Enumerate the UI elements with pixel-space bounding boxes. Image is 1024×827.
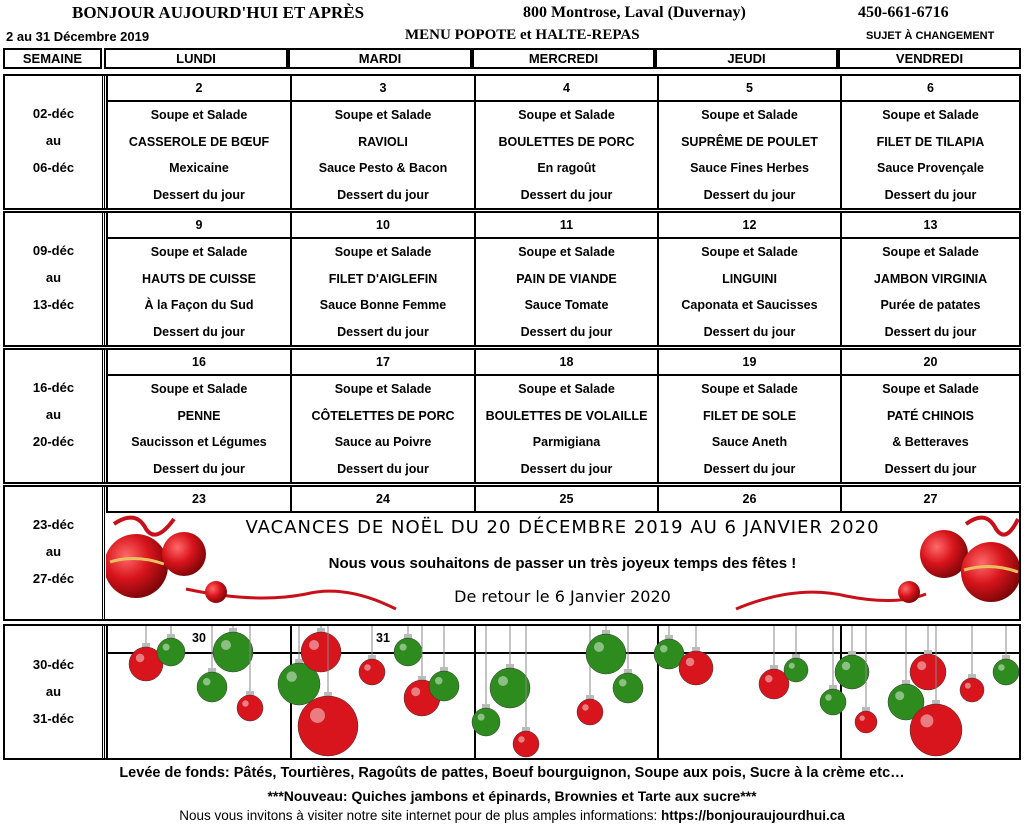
day-cell (106, 213, 290, 345)
website-text: Nous vous invitons à visiter notre site internet pour de plus amples informations: (179, 808, 661, 823)
dish-side: Sauce au Poivre (334, 435, 432, 449)
dessert: Dessert du jour (520, 187, 613, 202)
main-dish: FILET D'AIGLEFIN (328, 271, 438, 286)
day-cell (474, 350, 657, 482)
day-number: 26 (659, 487, 840, 513)
day-number: 30 (192, 631, 206, 645)
main-dish: LINGUINI (722, 271, 777, 286)
week-label (5, 76, 105, 208)
day-number: 31 (376, 631, 390, 645)
fundraiser-line: Levée de fonds: Pâtés, Tourtières, Ragoûts de pattes, Boeuf bourguignon, Soupe aux pois, Sucre à la crème etc… (119, 765, 905, 781)
day-cell (106, 350, 290, 482)
main-dish: SUPRÊME DE POULET (681, 134, 818, 149)
column-header-friday: VENDREDI (838, 48, 1021, 69)
day-number: 23 (108, 487, 290, 513)
soup-salade: Soupe et Salade (882, 382, 979, 396)
dessert: Dessert du jour (520, 461, 613, 476)
new-items-line: ***Nouveau: Quiches jambons et épinards, Brownies et Tarte aux sucre*** (267, 788, 757, 804)
week-au: au (45, 133, 62, 148)
dish-side: Sauce Aneth (711, 435, 788, 449)
week-end: 13-déc (32, 297, 75, 312)
dish-side: En ragoût (537, 161, 596, 175)
week-block (3, 348, 1021, 484)
week-au: au (45, 270, 62, 285)
main-dish: PENNE (177, 408, 221, 423)
dish-side: Saucisson et Légumes (131, 435, 267, 449)
dish-side: Caponata et Saucisses (681, 298, 818, 312)
column-header-monday: LUNDI (104, 48, 288, 69)
week-end: 06-déc (32, 160, 75, 175)
holiday-banner (106, 514, 1019, 614)
soup-salade: Soupe et Salade (334, 382, 432, 396)
day-number: 20 (842, 350, 1019, 376)
day-number: 13 (842, 213, 1019, 239)
column-header-wednesday: MERCREDI (472, 48, 655, 69)
day-cell (657, 350, 840, 482)
day-number: 25 (476, 487, 657, 513)
dessert: Dessert du jour (337, 187, 429, 202)
day-cell (474, 76, 657, 208)
dessert: Dessert du jour (337, 324, 429, 339)
phone-number: 450-661-6716 (858, 4, 949, 21)
week-label (5, 350, 105, 482)
main-dish: PAIN DE VIANDE (516, 271, 617, 286)
dessert: Dessert du jour (337, 461, 429, 476)
week-start: 02-déc (32, 106, 75, 121)
week-au: au (45, 407, 62, 422)
website-line (0, 808, 1024, 823)
holiday-wishes: Nous vous souhaitons de passer un très joyeux temps des fêtes ! (328, 555, 797, 572)
week-start: 30-déc (32, 657, 75, 672)
menu-period: 2 au 31 Décembre 2019 (6, 29, 150, 44)
day-cell (290, 76, 474, 208)
main-dish: CÔTELETTES DE PORC (311, 408, 455, 423)
soup-salade: Soupe et Salade (150, 245, 248, 259)
column-header-week: SEMAINE (3, 48, 102, 69)
last-week-block (3, 624, 1021, 760)
week-start: 23-déc (32, 517, 75, 532)
day-cell (840, 76, 1019, 208)
soup-salade: Soupe et Salade (518, 245, 615, 259)
holiday-title: VACANCES DE NOËL DU 20 DÉCEMBRE 2019 AU 6 JANVIER 2020 (245, 517, 880, 538)
day-number: 27 (842, 487, 1019, 513)
day-cell (657, 213, 840, 345)
day-number: 11 (476, 213, 657, 239)
day-number: 10 (292, 213, 474, 239)
column-header-tuesday: MARDI (288, 48, 472, 69)
week-label (5, 487, 105, 619)
menu-subtitle: MENU POPOTE et HALTE-REPAS (405, 27, 640, 43)
main-dish: FILET DE TILAPIA (876, 134, 985, 149)
day-cell (657, 76, 840, 208)
week-block (3, 211, 1021, 347)
dish-side: Sauce Bonne Femme (319, 298, 447, 312)
soup-salade: Soupe et Salade (701, 382, 798, 396)
day-number: 12 (659, 213, 840, 239)
day-number: 18 (476, 350, 657, 376)
week-au: au (45, 544, 62, 559)
holiday-week-block (3, 485, 1021, 621)
week-end: 31-déc (32, 711, 75, 726)
main-dish: FILET DE SOLE (702, 408, 797, 423)
soup-salade: Soupe et Salade (882, 245, 979, 259)
dish-side: Mexicaine (169, 161, 229, 175)
dessert: Dessert du jour (153, 461, 245, 476)
main-dish: RAVIOLI (358, 134, 408, 149)
soup-salade: Soupe et Salade (518, 108, 615, 122)
dessert: Dessert du jour (703, 461, 796, 476)
soup-salade: Soupe et Salade (334, 245, 432, 259)
page-title: BONJOUR AUJOURD'HUI ET APRÈS (72, 3, 365, 22)
day-number: 4 (476, 76, 657, 102)
week-start: 16-déc (32, 380, 75, 395)
day-cell (474, 213, 657, 345)
soup-salade: Soupe et Salade (701, 108, 798, 122)
week-label (5, 213, 105, 345)
day-cell (840, 350, 1019, 482)
soup-salade: Soupe et Salade (518, 382, 615, 396)
soup-salade: Soupe et Salade (334, 108, 432, 122)
main-dish: BOULETTES DE VOLAILLE (485, 408, 648, 423)
day-cell (840, 213, 1019, 345)
main-dish: HAUTS DE CUISSE (142, 271, 256, 286)
day-number: 5 (659, 76, 840, 102)
day-number: 6 (842, 76, 1019, 102)
soup-salade: Soupe et Salade (882, 108, 979, 122)
dish-side: & Betteraves (892, 435, 969, 449)
day-number: 19 (659, 350, 840, 376)
day-number: 3 (292, 76, 474, 102)
dish-side: Parmigiana (532, 435, 601, 449)
main-dish: BOULETTES DE PORC (498, 134, 635, 149)
christmas-ornaments-decoration (106, 626, 1019, 758)
day-number: 17 (292, 350, 474, 376)
holiday-return-date: De retour le 6 Janvier 2020 (454, 587, 671, 606)
dessert: Dessert du jour (153, 187, 245, 202)
dish-side: Sauce Provençale (876, 161, 984, 175)
day-cell (290, 350, 474, 482)
dessert: Dessert du jour (520, 324, 613, 339)
day-cell (106, 76, 290, 208)
dish-side: Sauce Fines Herbes (690, 161, 809, 175)
change-notice: SUJET À CHANGEMENT (866, 30, 995, 42)
dessert: Dessert du jour (703, 187, 796, 202)
address: 800 Montrose, Laval (Duvernay) (523, 4, 746, 21)
day-number: 2 (108, 76, 290, 102)
day-number: 24 (292, 487, 474, 513)
dessert: Dessert du jour (884, 324, 977, 339)
column-header-thursday: JEUDI (655, 48, 838, 69)
soup-salade: Soupe et Salade (150, 382, 248, 396)
day-number: 9 (108, 213, 290, 239)
week-label (5, 626, 105, 758)
website-link[interactable]: https://bonjouraujourdhui.ca (661, 808, 845, 823)
week-end: 27-déc (32, 571, 75, 586)
week-start: 09-déc (32, 243, 75, 258)
dessert: Dessert du jour (884, 187, 977, 202)
week-end: 20-déc (32, 434, 75, 449)
dish-side: Purée de patates (880, 298, 981, 312)
week-block (3, 74, 1021, 210)
soup-salade: Soupe et Salade (150, 108, 248, 122)
week-au: au (45, 684, 62, 699)
dessert: Dessert du jour (153, 324, 245, 339)
day-number: 16 (108, 350, 290, 376)
dish-side: À la Façon du Sud (144, 298, 254, 312)
dessert: Dessert du jour (884, 461, 977, 476)
dish-side: Sauce Pesto & Bacon (318, 161, 448, 175)
soup-salade: Soupe et Salade (701, 245, 798, 259)
dish-side: Sauce Tomate (524, 298, 609, 312)
dessert: Dessert du jour (703, 324, 796, 339)
day-cell (290, 213, 474, 345)
main-dish: CASSEROLE DE BŒUF (128, 134, 270, 149)
main-dish: JAMBON VIRGINIA (873, 271, 988, 286)
main-dish: PATÉ CHINOIS (886, 408, 975, 423)
